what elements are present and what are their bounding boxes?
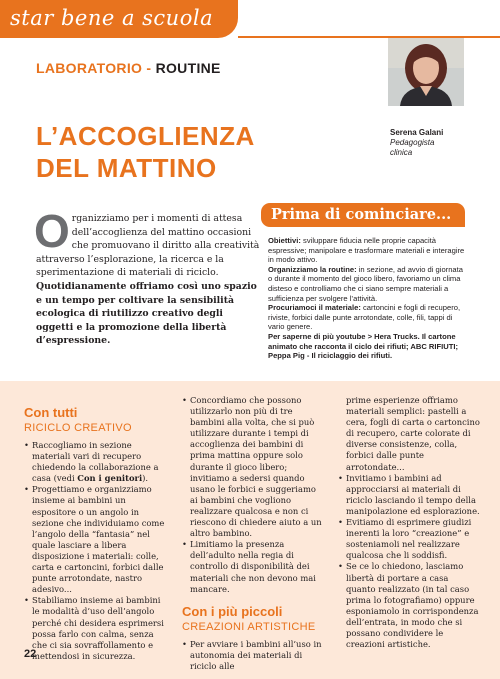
list-item: • Evitiamo di esprimere giudizi inerenti la loro “creazione” e sosteniamoli nel realizzare qualcosa che li soddisfi. <box>338 517 480 561</box>
box-routine <box>268 265 465 303</box>
heading-con-i-piu-piccoli: Con i più piccoli <box>182 603 283 619</box>
box-title: Prima di cominciare... <box>261 203 465 227</box>
intro-text1: rganizziamo per i momenti di attesa dell’accoglienza del mattino occasioni che promuovano il diritto alla creatività attraverso l’esplorazione, la ricerca e la sperimentazione di materiali di riciclo. <box>36 213 260 279</box>
header-title: star bene a scuola <box>10 6 214 30</box>
list-item: • Stabiliamo insieme ai bambini le modalità d’uso dell’angolo perché chi desidera esprimersi possa farlo con calma, senza che ci sia sovraffollamento e mettendosi in sicurezza. <box>24 595 166 662</box>
activities-panel <box>0 381 500 679</box>
box-materials-text: cartoncini e fogli di recupero, riviste, forbici dalle punte arrotondate, colle, fili, tappi di vario genere. <box>268 303 461 332</box>
list-item: • Progettiamo e organizziamo insieme ai bambini un espositore o un angolo in sezione che individuiamo come l’angolo della “fantasia” nel quale lasciare a libera disposizione i materiali: colle, carta e cartoncini, forbici dalle punte arrotondate, nastro adesivo... <box>24 484 166 595</box>
list-item: • Limitiamo la presenza dell’adulto nella regia di controllo di disponibilità dei materiali che non devono mai mancare. <box>182 539 322 594</box>
intro-paragraph <box>34 205 262 348</box>
author-portrait-image <box>388 38 464 106</box>
list-item: • Per avviare i bambini all’uso in autonomia dei materiali di riciclo alle <box>182 639 322 672</box>
box-routine-label: Organizziamo la routine: <box>268 264 357 274</box>
list-item: • Se ce lo chiedono, lasciamo libertà di portare a casa quanto realizzato (in tal caso prima lo fotografiamo) oppure esponiamolo in corrispondenza dell’entrata, in modo che si possano condividere le creazioni artistiche. <box>338 561 480 650</box>
section-part1: LABORATORIO <box>36 60 143 76</box>
title-line1: L’ACCOGLIENZA <box>36 121 255 151</box>
list-con-tutti <box>24 440 166 662</box>
item-ref: Con i genitori <box>77 473 143 484</box>
section-separator: - <box>142 60 156 76</box>
list-item: • Invitiamo i bambini ad approcciarsi ai materiali di riciclo lasciando il tempo della manipolazione ed esplorazione. <box>338 473 480 517</box>
author-photo <box>388 38 464 106</box>
column-right <box>338 395 480 650</box>
box-objectives-label: Obiettivi: <box>268 236 301 245</box>
box-more-info-text: Per saperne di più youtube > Hera Trucks. Il cartone animato che racconta il ciclo dei rifiuti; ABC RIFIUTI; Peppa Pig - Il riciclaggio dei rifiuti. <box>268 331 459 361</box>
column-middle <box>182 395 322 672</box>
item-text-end: ). <box>142 473 149 484</box>
list-item-continuation: prime esperienze offriamo materiali semplici: pastelli a cera, fogli di carta o cartoncino di recupero, carte colorate di diverse consistenze, colla, forbici dalle punte arrotondate... <box>346 395 480 472</box>
section-label <box>36 60 221 76</box>
item-text: Raccogliamo in sezione materiali vari di recupero chiedendo la collaborazione a casa (vedi <box>32 440 159 484</box>
heading-con-tutti: Con tutti <box>24 405 78 420</box>
section-part2: ROUTINE <box>155 60 221 76</box>
header-tab <box>0 0 238 38</box>
list-item: • Concordiamo che possono utilizzarlo non più di tre bambini alla volta, che si può utilizzare durante i tempi di accoglienza dei bambini di prima mattina oppure solo durante il gioco libero; invitiamo a sedersi quando usano le forbici e suggeriamo ai bambini che vogliono realizzare qualcosa e non ci riescono di chiedere aiuto a un altro bambino. <box>182 395 322 539</box>
author-role-line2: clinica <box>390 148 413 157</box>
author-name: Serena Galani <box>390 128 444 137</box>
subheading-creazioni-artistiche: CREAZIONI ARTISTICHE <box>182 620 316 633</box>
prima-di-cominciare-box <box>261 203 465 361</box>
list-con-i-piu-piccoli <box>182 639 322 672</box>
box-materials-label: Procuriamoci il materiale: <box>268 303 361 313</box>
list-continued <box>182 395 322 595</box>
dropcap: O <box>34 205 70 257</box>
list-right <box>338 473 480 651</box>
box-more-info <box>268 332 465 361</box>
subheading-riciclo-creativo: RICICLO CREATIVO <box>24 422 132 434</box>
author-credit <box>390 128 443 158</box>
article-title <box>36 120 255 184</box>
box-body <box>268 236 465 361</box>
intro-text2: Quotidianamente offriamo così uno spazio e un tempo per coltivare la sensibilità ecologica di riutilizzo creativo degli oggetti e la promozione della libertà d’espressione. <box>36 280 257 347</box>
author-role-line1: Pedagogista <box>390 138 435 147</box>
box-materials <box>268 303 465 332</box>
title-line2: DEL MATTINO <box>36 153 217 183</box>
page-number: 22 <box>24 648 37 660</box>
column-con-tutti <box>24 405 166 662</box>
box-objectives-text: sviluppare fiducia nelle proprie capacità espressive; manipolare e trasformare materiali e interagire in modo attivo. <box>268 236 465 265</box>
box-routine-text: in sezione, ad avvio di giornata o durante il momento del gioco libero, favoriamo un clima disteso e controlliamo che ci siano sempre materiali a sufficienza per svolgere l’attività. <box>268 264 463 303</box>
box-objectives <box>268 236 465 265</box>
list-item <box>24 440 166 484</box>
